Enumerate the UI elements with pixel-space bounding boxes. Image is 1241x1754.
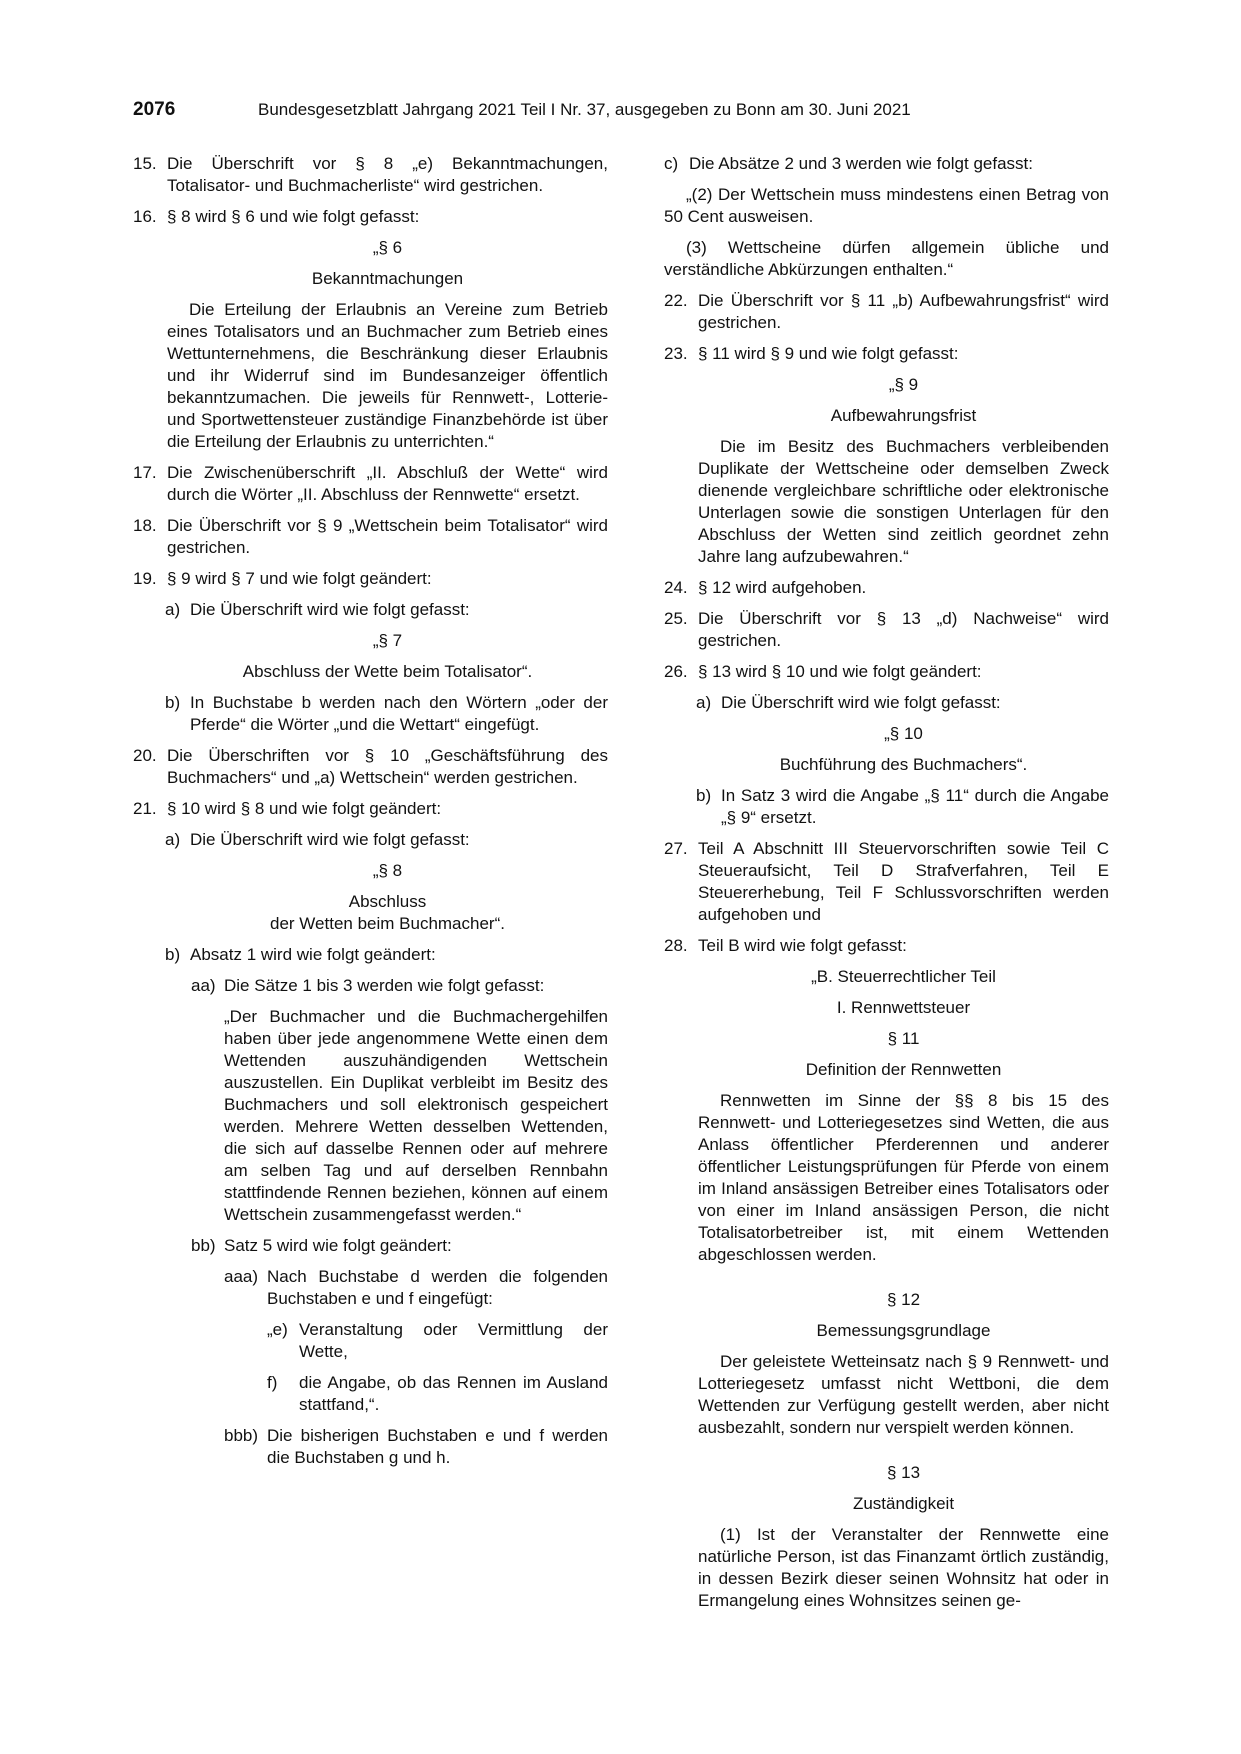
- section-text: Der geleistete Wetteinsatz nach § 9 Rennwett- und Lotteriegesetz umfasst nicht Wettboni, die dem Wettenden zur Verfügung gestellt werden, aber nicht ausbezahlt, sondern nur verspielt werden können.: [698, 1352, 1109, 1437]
- list-item: [133, 745, 608, 789]
- spacer: [664, 1275, 1109, 1289]
- item-text: § 10 wird § 8 und wie folgt geändert:: [167, 799, 442, 818]
- item-number: 21.: [133, 799, 157, 818]
- sub-text: Die Absätze 2 und 3 werden wie folgt gefasst:: [689, 154, 1033, 173]
- item-text: Teil A Abschnitt III Steuervorschriften sowie Teil C Steueraufsicht, Teil D Strafverfahren, Teil E Steuererhebung, Teil F Schlussvorschriften werden aufgehoben und: [698, 839, 1109, 924]
- item-text: § 9 wird § 7 und wie folgt geändert:: [167, 569, 432, 588]
- sub-label: b): [696, 786, 712, 805]
- sub-item: [224, 1425, 608, 1469]
- item-text: Die Zwischenüberschrift „II. Abschluß der Wette“ wird durch die Wörter „II. Abschluss der Rennwette“ ersetzt.: [167, 463, 608, 504]
- section-title: Bekanntmachungen: [311, 269, 464, 288]
- section-number: „§ 10: [884, 724, 923, 743]
- sub-text: Die Überschrift wird wie folgt gefasst:: [190, 830, 470, 849]
- item-text: Die Überschriften vor § 10 „Geschäftsführung des Buchmachers“ und „a) Wettschein“ werden gestrichen.: [167, 746, 608, 787]
- quoted-text: „(2) Der Wettschein muss mindestens einen Betrag von 50 Cent ausweisen.: [664, 185, 1109, 226]
- sub-text: Satz 5 wird wie folgt geändert:: [224, 1236, 452, 1255]
- sub-text: Veranstaltung oder Vermittlung der Wette,: [299, 1320, 608, 1361]
- list-item: [664, 661, 1109, 683]
- sub-item: [191, 1235, 608, 1257]
- sub-label: b): [165, 945, 181, 964]
- sub-item: [165, 944, 608, 966]
- section-number: „§ 9: [888, 375, 919, 394]
- sub-label: a): [165, 600, 181, 619]
- sub-label: f): [267, 1373, 278, 1392]
- list-item: [664, 290, 1109, 334]
- sub-item: [267, 1372, 608, 1416]
- item-number: 19.: [133, 569, 157, 588]
- sub-label: „e): [267, 1320, 288, 1339]
- section-title: Abschluss der Wette beim Totalisator“.: [242, 662, 533, 681]
- part-heading: „B. Steuerrechtlicher Teil: [811, 967, 996, 986]
- left-column: [133, 153, 608, 1478]
- item-text: § 12 wird aufgehoben.: [698, 578, 867, 597]
- item-text: § 13 wird § 10 und wie folgt geändert:: [698, 662, 982, 681]
- item-text: § 8 wird § 6 und wie folgt gefasst:: [167, 207, 420, 226]
- quoted-text: (3) Wettscheine dürfen allgemein übliche und verständliche Abkürzungen enthalten.“: [664, 238, 1109, 279]
- sub-label: aa): [191, 976, 216, 995]
- item-text: Die Überschrift vor § 9 „Wettschein beim Totalisator“ wird gestrichen.: [167, 516, 608, 557]
- list-item: [664, 935, 1109, 957]
- item-number: 22.: [664, 291, 688, 310]
- item-text: Teil B wird wie folgt gefasst:: [698, 936, 907, 955]
- list-item: [133, 462, 608, 506]
- sub-text: die Angabe, ob das Rennen im Ausland stattfand,“.: [299, 1373, 608, 1414]
- sub-label: b): [165, 693, 181, 712]
- sub-text: Die Überschrift wird wie folgt gefasst:: [190, 600, 470, 619]
- item-text: § 11 wird § 9 und wie folgt gefasst:: [698, 344, 959, 363]
- item-number: 24.: [664, 578, 688, 597]
- section-number: § 12: [886, 1290, 921, 1309]
- sub-text: Nach Buchstabe d werden die folgenden Buchstaben e und f eingefügt:: [267, 1267, 608, 1308]
- section-text: Die im Besitz des Buchmachers verbleibenden Duplikate der Wettscheine oder demselben Zweck dienende vergleichbare schriftliche oder elektronische Unterlagen sowie die sonstigen Unterlagen für den Abschluss der Wetten sind zeitlich geordnet zehn Jahre lang aufzubewahren.“: [698, 437, 1109, 566]
- sub-item: [165, 829, 608, 851]
- item-number: 23.: [664, 344, 688, 363]
- list-item: [664, 577, 1109, 599]
- sub-text: Die Sätze 1 bis 3 werden wie folgt gefasst:: [224, 976, 545, 995]
- right-column: [664, 153, 1109, 1621]
- section-title: Bemessungsgrundlage: [816, 1321, 991, 1340]
- sub-label: bbb): [224, 1426, 259, 1445]
- sub-item: [696, 692, 1109, 714]
- section-number: „§ 6: [372, 238, 403, 257]
- list-item: [664, 608, 1109, 652]
- item-number: 16.: [133, 207, 157, 226]
- list-item: [133, 568, 608, 590]
- section-text: Rennwetten im Sinne der §§ 8 bis 15 des Rennwett- und Lotteriegesetzes sind Wetten, die aus Anlass öffentlicher Pferderennen und anderer öffentlicher Leistungsprüfungen für Pferde von einem im Inland ansässigen Betreiber eines Totalisators oder von einer im Inland ansässigen Person, die nicht Totalisatorbetreiber ist, mit einem Wettenden abgeschlossen werden.: [698, 1091, 1109, 1264]
- item-number: 28.: [664, 936, 688, 955]
- item-number: 27.: [664, 839, 688, 858]
- section-number: „§ 8: [372, 861, 403, 880]
- sub-item: [267, 1319, 608, 1363]
- section-number: § 11: [887, 1029, 920, 1048]
- section-number: § 13: [886, 1463, 921, 1482]
- list-item: [664, 343, 1109, 365]
- sub-item: [165, 599, 608, 621]
- item-text: Die Überschrift vor § 8 „e) Bekanntmachungen, Totalisator- und Buchmacherliste“ wird gestrichen.: [167, 154, 608, 195]
- item-number: 26.: [664, 662, 688, 681]
- section-title: Aufbewahrungsfrist: [830, 406, 977, 425]
- page-number: 2076: [133, 99, 176, 120]
- list-item: [133, 153, 608, 197]
- quoted-text: „Der Buchmacher und die Buchmachergehilfen haben über jede angenommene Wette einen dem Wettenden auszuhändigenden Wettschein auszustellen. Ein Duplikat verbleibt im Besitz des Buchmachers und soll elektronisch gespeichert werden. Mehrere Wetten desselben Wettenden, die sich auf dasselbe Rennen oder auf mehrere am selben Tag und auf derselben Rennbahn stattfindende Rennen beziehen, können auf einem Wettschein zusammengefasst werden.“: [224, 1007, 608, 1224]
- section-heading: I. Rennwettsteuer: [836, 998, 971, 1017]
- item-number: 17.: [133, 463, 157, 482]
- page-header: [133, 99, 1108, 125]
- sub-label: a): [696, 693, 712, 712]
- list-item: [133, 515, 608, 559]
- sub-item: [191, 975, 608, 997]
- sub-text: Die bisherigen Buchstaben e und f werden die Buchstaben g und h.: [267, 1426, 608, 1467]
- sub-item: [165, 692, 608, 736]
- section-title: Abschluss: [348, 892, 427, 911]
- item-number: 25.: [664, 609, 688, 628]
- section-number: „§ 7: [372, 631, 403, 650]
- sub-text: Die Überschrift wird wie folgt gefasst:: [721, 693, 1001, 712]
- item-number: 15.: [133, 154, 157, 173]
- item-text: Die Überschrift vor § 11 „b) Aufbewahrungsfrist“ wird gestrichen.: [698, 291, 1109, 332]
- sub-label: bb): [191, 1236, 216, 1255]
- running-title: Bundesgesetzblatt Jahrgang 2021 Teil I Nr. 37, ausgegeben zu Bonn am 30. Juni 2021: [258, 100, 911, 119]
- section-text: (1) Ist der Veranstalter der Rennwette eine natürliche Person, ist das Finanzamt örtlich zuständig, in dessen Bezirk dieser seinen Wohnsitz hat oder in Ermangelung eines Wohnsitzes seinen ge-: [698, 1525, 1109, 1610]
- list-item: [133, 798, 608, 820]
- sub-text: In Buchstabe b werden nach den Wörtern „oder der Pferde“ die Wörter „und die Wettart“ eingefügt.: [190, 693, 608, 734]
- sub-item: [696, 785, 1109, 829]
- section-title: Definition der Rennwetten: [805, 1060, 1002, 1079]
- sub-text: Absatz 1 wird wie folgt geändert:: [190, 945, 436, 964]
- section-title: Zuständigkeit: [852, 1494, 955, 1513]
- sub-text: In Satz 3 wird die Angabe „§ 11“ durch die Angabe „§ 9“ ersetzt.: [721, 786, 1109, 827]
- sub-label: aaa): [224, 1267, 259, 1286]
- item-number: 18.: [133, 516, 157, 535]
- sub-item: [224, 1266, 608, 1310]
- spacer: [664, 1448, 1109, 1462]
- sub-label: a): [165, 830, 181, 849]
- sub-item: [664, 153, 1109, 175]
- section-text: Die Erteilung der Erlaubnis an Vereine zum Betrieb eines Totalisators und an Buchmacher zum Betrieb eines Wettunternehmens, die Beschränkung dieser Erlaubnis und ihr Widerruf sind im Bundesanzeiger öffentlich bekanntzumachen. Die jeweils für Rennwett-, Lotterie- und Sportwettensteuer zuständige Finanzbehörde ist über die Erteilung der Erlaubnis zu unterrichten.“: [167, 300, 608, 451]
- item-number: 20.: [133, 746, 157, 765]
- section-title: der Wetten beim Buchmacher“.: [270, 914, 505, 933]
- section-title: Buchführung des Buchmachers“.: [779, 755, 1028, 774]
- sub-label: c): [664, 154, 679, 173]
- list-item: [664, 838, 1109, 926]
- list-item: [133, 206, 608, 228]
- item-text: Die Überschrift vor § 13 „d) Nachweise“ wird gestrichen.: [698, 609, 1109, 650]
